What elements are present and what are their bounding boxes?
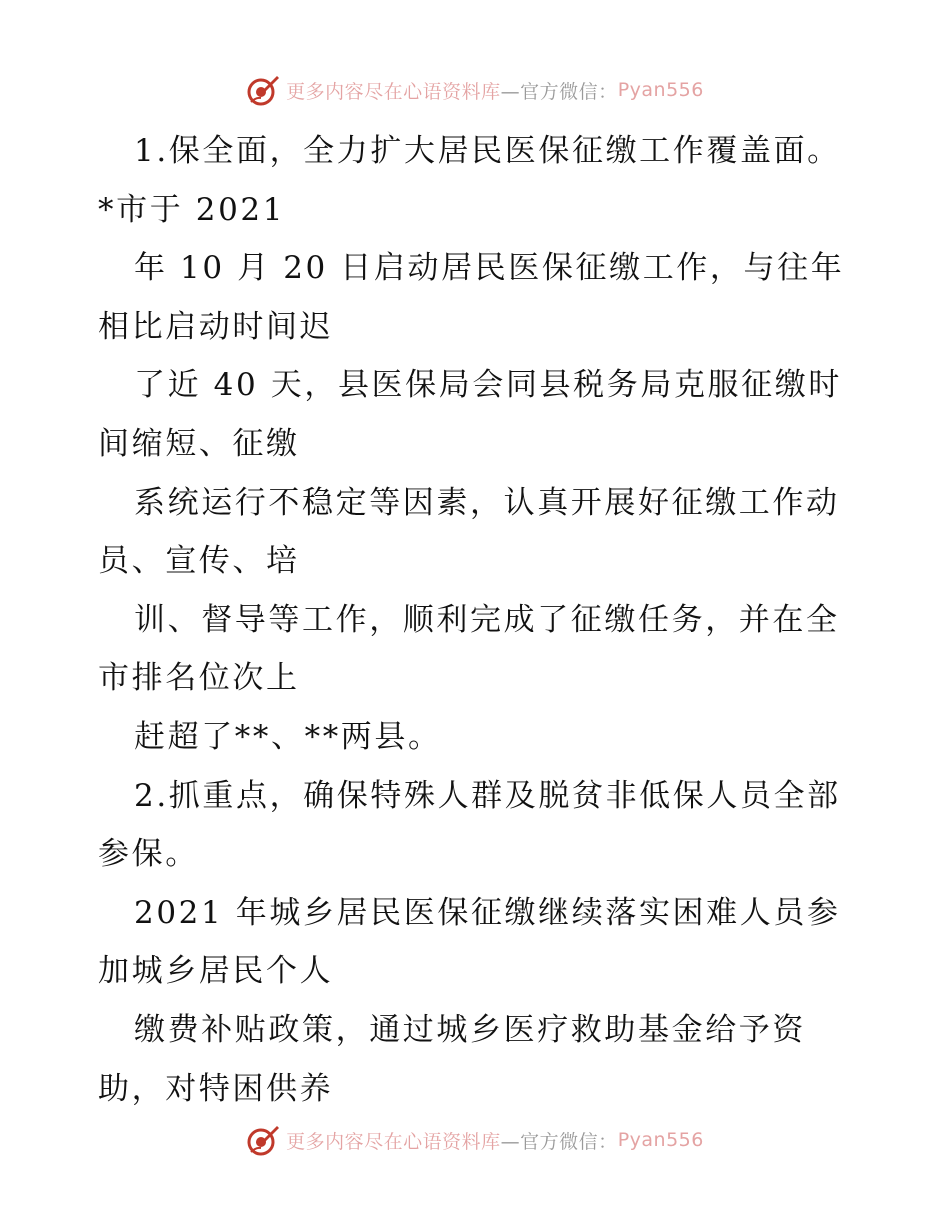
body-line: *市于 2021 (98, 191, 286, 228)
body-line: 助，对特困供养 (98, 1070, 334, 1107)
body-line: 间缩短、征缴 (98, 425, 300, 462)
body-line: 赶超了**、**两县。 (134, 718, 442, 755)
watermark-separator: —官方微信： (500, 1130, 618, 1153)
watermark-account-id: Pyan556 (617, 1129, 704, 1151)
body-line: 员、宣传、培 (98, 543, 300, 580)
body-line: 2.抓重点，确保特殊人群及脱贫非低保人员全部 (134, 777, 841, 814)
body-line: 缴费补贴政策，通过城乡医疗救助基金给予资 (134, 1011, 806, 1048)
brush-logo-icon (246, 1123, 280, 1157)
footer-watermark (0, 1120, 950, 1160)
watermark-account-id: Pyan556 (617, 79, 704, 101)
body-line: 加城乡居民个人 (98, 953, 334, 990)
body-line: 1.保全面，全力扩大居民医保征缴工作覆盖面。 (134, 133, 841, 169)
header-watermark (0, 70, 950, 110)
body-line: 2021 年城乡居民医保征缴继续落实困难人员参 (134, 894, 841, 931)
watermark-separator: —官方微信： (500, 80, 618, 103)
watermark-promo-text: 更多内容尽在心语资料库 (286, 80, 501, 103)
body-line: 训、督导等工作，顺利完成了征缴任务，并在全 (134, 601, 840, 638)
document-body (98, 122, 858, 1118)
watermark-promo-text: 更多内容尽在心语资料库 (286, 1130, 501, 1153)
body-line: 市排名位次上 (98, 660, 300, 697)
body-line: 年 10 月 20 日启动居民医保征缴工作，与往年 (134, 250, 845, 287)
brush-logo-icon (246, 73, 280, 107)
body-line: 了近 40 天，县医保局会同县税务局克服征缴时 (134, 367, 842, 404)
body-line: 相比启动时间迟 (98, 308, 334, 345)
body-line: 参保。 (98, 836, 199, 873)
body-line: 系统运行不稳定等因素，认真开展好征缴工作动 (134, 484, 840, 521)
